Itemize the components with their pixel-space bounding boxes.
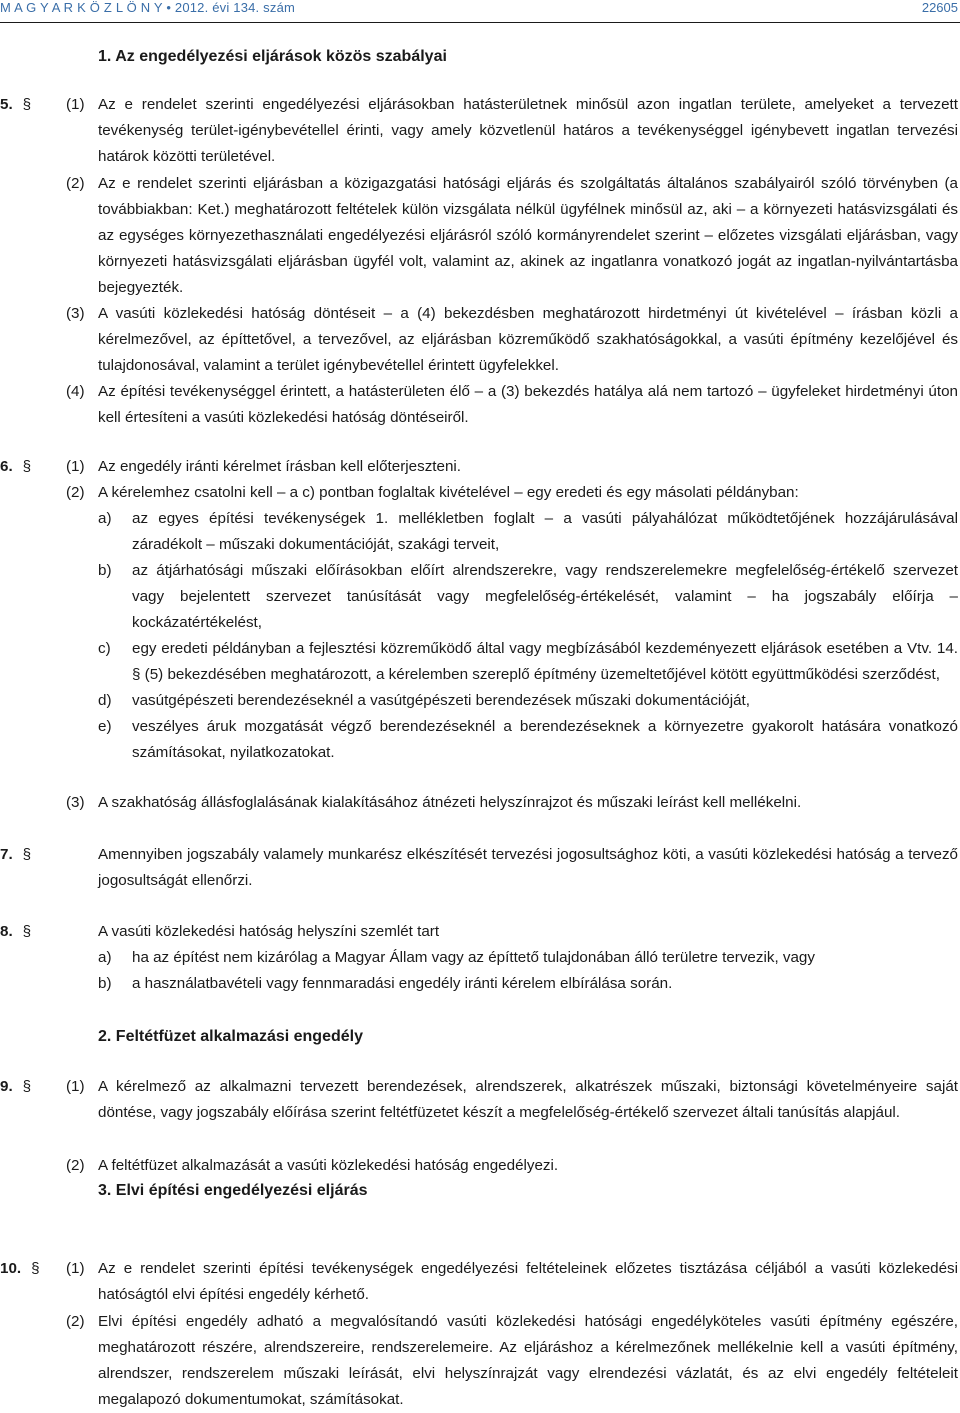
section-title-3: 3. Elvi építési engedélyezési eljárás [98, 1182, 368, 1199]
list-item: a) ha az építést nem kizárólag a Magyar Állam vagy az építtető tulajdonában álló területre tervezik, vagy [98, 949, 815, 966]
page-number: 22605 [921, 0, 958, 15]
journal-title: M A G Y A R K Ö Z L Ö N Y • 2012. évi 134. szám [0, 0, 296, 15]
subsection: (1) A kérelmező az alkalmazni tervezett berendezések, alrendszerek, alkatrészek műszaki, biztonsági követelményeire saját döntése, vagy jogszabály előírása szerint feltétfüzetet készít a megfelelőség-értékelő szervezet általi tanúsítás alapjául. [66, 1078, 958, 1121]
list-item: e) veszélyes áruk mozgatását végző berendezéseknél a berendezéseknek a környezetre gyakorolt hatására vonatkozó számításokat, nyilatkozatokat. [98, 718, 958, 761]
paragraph-7 [0, 842, 960, 894]
list-item: d) vasútgépészeti berendezéseknél a vasútgépészeti berendezések műszaki dokumentációját, [98, 692, 751, 709]
page-header [0, 0, 960, 23]
subsection: (3) A szakhatóság állásfoglalásának kialakításához átnézeti helyszínrajzot és műszaki leírást kell mellékelni. [66, 794, 802, 811]
subsection: (2) A kérelemhez csatolni kell – a c) pontban foglaltak kivételével – egy eredeti és egy másolati példányban: a) az egyes építési tevékenységek 1. mellékletben foglalt – a vasúti pályahálózat működtetőjének hozzájárulásával záradékolt – műszaki dokumentációját, szakági terveit, b) az átjárhatósági műszaki előírásokban előírt alrendszerekre, vagy rendszerelemekre megfelelőség-értékelő szervezet vagy bejelentett szervezet tanúsítását vagy megfelelőség-értékelését, valamint – ha jogszabály előírja – kockázatértékelést, c) egy eredeti példányban a fejlesztési közreműködő által vagy megbízásából kezdeményezett eljárások esetében a Vtv. 14. § (5) bekezdésében meghatározott, a kérelemben szereplő építmény üzemeltetőjével kötött együttműködési szerződést, d) vasútgépészeti berendezéseknél a vasútgépészeti berendezések műszaki dokumentációját, e) veszélyes áruk mozgatását végző berendezéseknél a berendezéseknek a környezetre gyakorolt hatására vonatkozó számításokat, nyilatkozatokat. [66, 480, 958, 766]
paragraph-text: Amennyiben jogszabály valamely munkarész elkészítését tervezési jogosultsághoz köti, a vasúti közlekedési hatóság a tervező jogosultságát ellenőrzi. [98, 846, 958, 889]
list-item: a) az egyes építési tevékenységek 1. mellékletben foglalt – a vasúti pályahálózat működtetőjének hozzájárulásával záradékolt – műszaki dokumentációját, szakági terveit, [98, 510, 958, 553]
item-list [98, 506, 958, 766]
subsection: (2) Az e rendelet szerinti eljárásban a közigazgatási hatósági eljárás és szolgáltatás általános szabályairól szóló törvényben (a továbbiakban: Ket.) meghatározott feltételek külön vizsgálata nélkül ügyfélnek minősül az, aki – a környezeti hatásvizsgálati és az egységes környezethasználati engedélyezési eljárásról szóló kormányrendelet szerint – előzetes vizsgálati eljárásban, vagy környezeti hatásvizsgálati eljárásban ügyfél volt, valamint az, akinek az ingatlanra vonatkozó jogát az ingatlan-nyilvántartásba bejegyezték. [66, 175, 958, 296]
subsection: (1) Az e rendelet szerinti építési tevékenységek engedélyezési feltételeinek előzetes tisztázása céljából a vasúti közlekedési hatóságtól elvi építési engedély kérhető. [66, 1260, 958, 1303]
paragraph-number: 9. § [0, 1078, 32, 1095]
subsection: (2) Elvi építési engedély adható a megvalósítandó vasúti közlekedési hatósági engedélyköteles vasúti építmény egészére, meghatározott részére, alrendszereire, rendszerelemeire. Az eljáráshoz a kérelmezőnek mellékelnie kell a vasúti építmény, alrendszer, rendszerelem műszaki leírását, elvi helyszínrajzát vagy elrendezési vázlatát, és az elvi engedély feltételeit megalapozó dokumentumokat, számításokat. [66, 1313, 958, 1408]
subsection: (3) A vasúti közlekedési hatóság döntéseit – a (4) bekezdésben meghatározott hirdetményi út kivételével – írásban közli a kérelmezővel, az építtetővel, a tervezővel, az eljárásban közreműködő szakhatóságokkal, a vasúti építmény kezelőjével és tulajdonosával, valamint a terület igénybevétellel érintett ügyfelekkel. [66, 305, 958, 374]
subsection: (1) Az engedély iránti kérelmet írásban kell előterjeszteni. [66, 458, 461, 475]
paragraph-number: 10. § [0, 1260, 40, 1277]
subsection: (2) A feltétfüzet alkalmazását a vasúti közlekedési hatóság engedélyezi. [66, 1157, 559, 1174]
section-title-2: 2. Feltétfüzet alkalmazási engedély [98, 1028, 363, 1045]
paragraph-8 [0, 919, 960, 997]
paragraph-number: 6. § [0, 458, 32, 475]
list-item: b) az átjárhatósági műszaki előírásokban előírt alrendszerekre, vagy rendszerelemekre megfelelőség-értékelő szervezet vagy bejelentett szervezet tanúsítását vagy megfelelőség-értékelését, valamint – ha jogszabály előírja – kockázatértékelést, [98, 562, 958, 631]
item-list [98, 945, 960, 997]
paragraph-text: A vasúti közlekedési hatóság helyszíni szemlét tart [98, 923, 440, 940]
subsection: (1) Az e rendelet szerinti engedélyezési eljárásokban hatásterületnek minősül azon ingatlan területe, amelyeket a tervezett tevékenység terület-igénybevétellel érinti, vagy amely közvetlenül határos a tevékenységgel igénybevett ingatlan tervezési határok közötti területével. [66, 96, 958, 165]
subsection: (4) Az építési tevékenységgel érintett, a hatásterületen élő – a (3) bekezdés hatálya alá nem tartozó – ügyfeleket hirdetményi úton kell értesíteni a vasúti közlekedési hatóság döntéseiről. [66, 383, 958, 426]
paragraph-number: 7. § [0, 846, 32, 863]
paragraph-number: 8. § [0, 923, 32, 940]
section-title-1: 1. Az engedélyezési eljárások közös szabályai [98, 48, 447, 65]
paragraph-number: 5. § [0, 96, 32, 113]
list-item: c) egy eredeti példányban a fejlesztési közreműködő által vagy megbízásából kezdeményezett eljárások esetében a Vtv. 14. § (5) bekezdésében meghatározott, a kérelemben szereplő építmény üzemeltetőjével kötött együttműködési szerződést, [98, 640, 958, 683]
list-item: b) a használatbavételi vagy fennmaradási engedély iránti kérelem elbírálása során. [98, 975, 673, 992]
